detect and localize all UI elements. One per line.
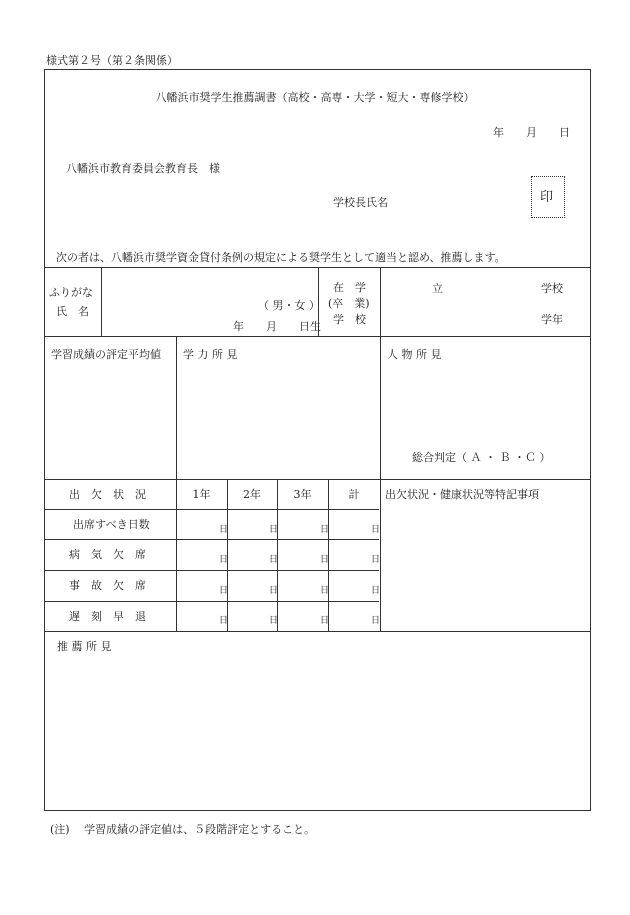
day-unit: 日 bbox=[269, 525, 279, 535]
school-suffix: 学校 bbox=[541, 282, 563, 295]
day-unit: 日 bbox=[371, 616, 381, 626]
form-label: 様式第２号（第２条関係） bbox=[46, 54, 178, 67]
col-year2: 2年 bbox=[243, 488, 261, 501]
grade-average-label: 学習成績の評定平均値 bbox=[51, 348, 161, 361]
recommendation-statement: 次の者は、八幡浜市奨学資金貸付条例の規定による奨学生として適当と認め、推薦します。 bbox=[56, 251, 506, 264]
rule-attendance-top bbox=[44, 479, 591, 480]
principal-name-label: 学校長氏名 bbox=[333, 196, 388, 209]
name-label: 氏 名 bbox=[56, 305, 89, 318]
character-assessment-label: 人 物 所 見 bbox=[387, 348, 442, 361]
day-unit: 日 bbox=[320, 555, 330, 565]
birth-date-label: 年 月 日生 bbox=[233, 320, 321, 333]
day-unit: 日 bbox=[269, 555, 279, 565]
academic-assessment-label: 学 力 所 見 bbox=[183, 348, 238, 361]
day-unit: 日 bbox=[371, 525, 381, 535]
day-unit: 日 bbox=[219, 525, 229, 535]
date-line: 年 月 日 bbox=[493, 126, 570, 139]
day-unit: 日 bbox=[269, 616, 279, 626]
day-unit: 日 bbox=[219, 586, 229, 596]
row-late-early: 遅 刻 早 退 bbox=[69, 610, 146, 623]
day-unit: 日 bbox=[371, 586, 381, 596]
day-unit: 日 bbox=[269, 586, 279, 596]
rule-label-col bbox=[101, 267, 102, 336]
gender-label: （ 男・女 ） bbox=[258, 299, 320, 312]
row-other-absence: 事 故 欠 席 bbox=[69, 579, 146, 592]
addressee: 八幡浜市教育委員会教育長 様 bbox=[66, 162, 220, 175]
row-sick-absence: 病 気 欠 席 bbox=[69, 548, 146, 561]
day-unit: 日 bbox=[371, 555, 381, 565]
day-unit: 日 bbox=[219, 616, 229, 626]
day-unit: 日 bbox=[320, 525, 330, 535]
day-unit: 日 bbox=[219, 555, 229, 565]
status-enrolled: 在 学 bbox=[333, 281, 366, 294]
status-graduated: (卒 業) bbox=[328, 297, 370, 310]
status-school: 学 校 bbox=[333, 313, 366, 326]
school-prefix: 立 bbox=[432, 282, 443, 295]
document-title: 八幡浜市奨学生推薦調書（高校・高専・大学・短大・専修学校） bbox=[155, 91, 475, 104]
rule-school-col bbox=[380, 267, 381, 631]
overall-judgment: 総合判定（ Ａ ・ Ｂ ・Ｃ ） bbox=[412, 451, 551, 464]
row-required-days: 出席すべき日数 bbox=[73, 518, 150, 531]
rule-grade-col bbox=[176, 336, 177, 631]
col-total: 計 bbox=[348, 488, 360, 501]
day-unit: 日 bbox=[320, 616, 330, 626]
attendance-notes-label: 出欠状況・健康状況等特記事項 bbox=[385, 488, 539, 501]
rule-recommendation-top bbox=[44, 631, 591, 632]
col-year3: 3年 bbox=[293, 488, 312, 501]
recommendation-label: 推 薦 所 見 bbox=[57, 640, 112, 653]
form-frame bbox=[44, 69, 591, 811]
day-unit: 日 bbox=[320, 586, 330, 596]
col-year1: 1年 bbox=[192, 488, 211, 501]
seal-label: 印 bbox=[540, 190, 554, 205]
rule-assessment-top bbox=[44, 336, 591, 337]
furigana-label: ふりがな bbox=[49, 286, 93, 299]
footnote: (注) 学習成績の評定値は、５段階評定とすること。 bbox=[50, 823, 316, 836]
grade-label: 学年 bbox=[541, 313, 563, 326]
attendance-header: 出 欠 状 況 bbox=[69, 488, 146, 501]
